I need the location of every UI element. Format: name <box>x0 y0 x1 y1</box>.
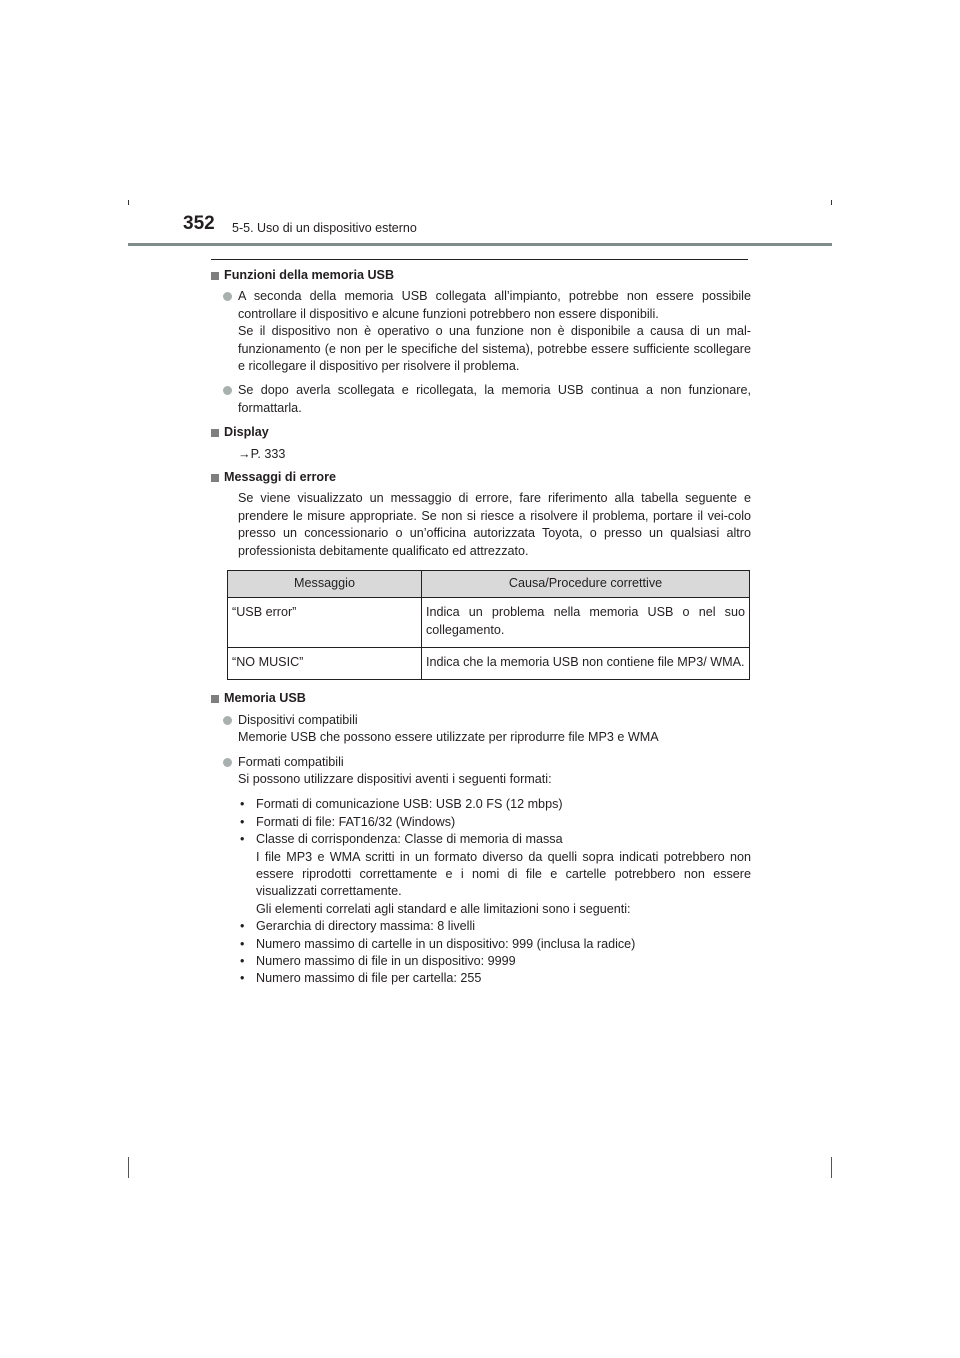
list-item-text: Numero massimo di file per cartella: 255 <box>256 971 482 986</box>
list-marker: • <box>240 919 245 934</box>
heading-funzioni <box>211 267 751 284</box>
list-note: I file MP3 e WMA scritti in un formato diverso da quelli sopra indicati potrebbero non essere riprodotti correttamente e i nomi di file e cartelle potrebbero non essere visualizzati correttamente. <box>256 849 751 899</box>
square-bullet-icon <box>211 272 219 280</box>
table-cell: Indica un problema nella memoria USB o nel suo collegamento. <box>422 598 750 648</box>
list-marker: • <box>240 971 245 986</box>
list-marker: • <box>240 954 245 968</box>
list-item <box>211 970 751 987</box>
heading-text: Funzioni della memoria USB <box>224 268 395 282</box>
format-list <box>211 796 751 987</box>
column-header: Messaggio <box>228 571 422 598</box>
table-cell: Indica che la memoria USB non contiene file MP3/ WMA. <box>422 647 750 679</box>
column-header: Causa/Procedure correttive <box>422 571 750 598</box>
table-row <box>228 598 750 648</box>
heading-memoria <box>211 690 751 707</box>
crop-mark-top-left <box>128 200 129 205</box>
header-rule <box>128 243 832 246</box>
crop-mark-bottom-left <box>128 1157 129 1178</box>
bullet-title: Dispositivi compatibili <box>238 712 358 727</box>
page-reference: →P. 333 <box>238 446 286 461</box>
list-item <box>211 953 751 970</box>
content-top-rule <box>211 259 748 260</box>
error-message-table <box>227 570 750 680</box>
heading-text: Messaggi di errore <box>224 470 336 485</box>
circle-bullet-icon <box>223 716 232 725</box>
list-item-text: Gerarchia di directory massima: 8 livelli <box>256 919 476 934</box>
page-content <box>211 267 751 988</box>
bullet-title: Formati compatibili <box>238 754 344 769</box>
bullet-text: Si possono utilizzare dispositivi aventi i seguenti formati: <box>238 771 552 786</box>
circle-bullet-icon <box>223 758 232 767</box>
bullet-item <box>211 712 751 747</box>
heading-text: Memoria USB <box>224 691 306 706</box>
table-header-row <box>228 571 750 598</box>
heading-text: Display <box>224 425 269 440</box>
list-item-text: Numero massimo di cartelle in un dispositivo: 999 (inclusa la radice) <box>256 936 636 951</box>
bullet-text: Se il dispositivo non è operativo o una funzione non è disponibile a causa di un mal-funzionamento (e non per le specifiche del sistema), potrebbe essere sufficiente scollegare e ricollegare il dispositivo per risolvere il problema. <box>238 324 751 374</box>
bullet-item <box>211 754 751 789</box>
heading-messaggi <box>211 469 751 486</box>
crop-mark-top-right <box>831 200 832 205</box>
bullet-item <box>211 288 751 375</box>
bullet-text: Se dopo averla scollegata e ricollegata, la memoria USB continua a non funzionare, formattarla. <box>238 383 751 415</box>
list-marker: • <box>240 797 245 812</box>
square-bullet-icon <box>211 695 219 703</box>
list-item-text: Formati di comunicazione USB: USB 2.0 FS (12 mbps) <box>256 797 563 812</box>
bullet-text: Memorie USB che possono essere utilizzate per riprodurre file MP3 e WMA <box>238 730 659 745</box>
bullet-text: A seconda della memoria USB collegata all’impianto, potrebbe non essere possibile controllare il dispositivo e alcune funzioni potrebbero non essere disponibili. <box>238 289 751 321</box>
list-item <box>211 814 751 831</box>
list-marker: • <box>240 832 245 847</box>
square-bullet-icon <box>211 474 219 482</box>
list-item <box>211 918 751 935</box>
heading-display <box>211 424 751 441</box>
table-cell: “USB error” <box>228 598 422 648</box>
list-item-text: Numero massimo di file in un dispositivo: 9999 <box>256 954 516 968</box>
list-item <box>211 831 751 848</box>
square-bullet-icon <box>211 429 219 437</box>
table-cell: “NO MUSIC” <box>228 647 422 679</box>
list-note: Gli elementi correlati agli standard e alle limitazioni sono i seguenti: <box>256 901 631 916</box>
list-marker: • <box>240 936 245 951</box>
list-item <box>211 936 751 953</box>
list-item-text: Formati di file: FAT16/32 (Windows) <box>256 814 456 829</box>
list-item-text: Classe di corrispondenza: Classe di memoria di massa <box>256 832 563 847</box>
table-row <box>228 647 750 679</box>
list-item <box>211 796 751 813</box>
section-title: 5-5. Uso di un dispositivo esterno <box>232 221 417 235</box>
messaggi-intro: Se viene visualizzato un messaggio di errore, fare riferimento alla tabella seguente e prendere le misure appropriate. Se non si riesce a risolvere il problema, portare il vei-colo presso un concessionario o un’officina autorizzata Toyota, o presso un qualsiasi altro professionista debitamente qualificato ed attrezzato. <box>238 491 751 558</box>
bullet-item <box>211 382 751 417</box>
page-number: 352 <box>183 213 215 234</box>
list-marker: • <box>240 814 245 829</box>
crop-mark-bottom-right <box>831 1157 832 1178</box>
